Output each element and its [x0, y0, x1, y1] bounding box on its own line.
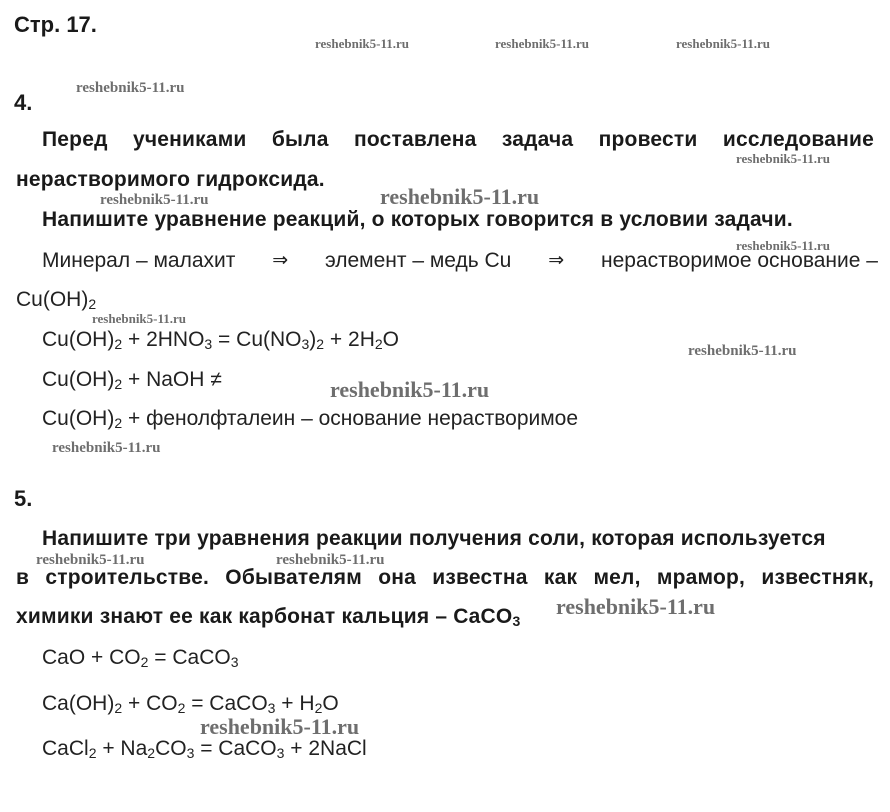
- page-label: Стр. 17.: [14, 12, 97, 37]
- task4-chain-line1: [42, 249, 878, 273]
- watermark: reshebnik5-11.ru: [495, 36, 590, 51]
- watermark: reshebnik5-11.ru: [36, 552, 145, 568]
- task5-text-line2: в строительстве. Обывателям она известна как мел, мрамор, известняк,: [16, 566, 874, 589]
- task5-equation-2: $Ca(OH)_2 + CO_2$ = CaCO$_3$ + $H_2O$: [42, 692, 339, 716]
- chain-element: элемент – медь Cu: [324, 249, 512, 272]
- watermark: reshebnik5-11.ru: [315, 36, 410, 51]
- watermark: reshebnik5-11.ru: [736, 151, 831, 166]
- watermark: reshebnik5-11.ru: [556, 594, 716, 619]
- task5-equation-1: CaO + $CO_2$ = CaCO$_3$: [42, 646, 239, 670]
- task5-text-line1: Напишите три уравнения реакции получения соли, которая используется: [42, 527, 826, 550]
- watermark: reshebnik5-11.ru: [276, 552, 385, 568]
- watermark: reshebnik5-11.ru: [52, 440, 161, 456]
- watermark: reshebnik5-11.ru: [92, 311, 187, 326]
- chain-base: нерастворимое основание –: [600, 249, 878, 272]
- task4-chain-line2: $Cu(OH)_2$: [16, 288, 97, 312]
- watermark: reshebnik5-11.ru: [200, 714, 360, 739]
- implies-arrow-icon: ⇒: [272, 250, 289, 271]
- watermark: reshebnik5-11.ru: [330, 377, 490, 402]
- watermark: reshebnik5-11.ru: [688, 343, 797, 359]
- task4-equation-1: $Cu(OH)_2 + 2HNO_3 = Cu(NO_3)_2 + 2H_2O$: [42, 328, 400, 352]
- task4-instruction: Напишите уравнение реакций, о которых говорится в условии задачи.: [42, 208, 793, 231]
- task5-number: 5.: [14, 486, 33, 511]
- task4-text-line1: Перед учениками была поставлена задача провести исследование: [42, 128, 874, 151]
- task5-equation-3: CaCl$_2$ + $Na_2CO_3$ = CaCO$_3$ + 2NaCl: [42, 737, 367, 761]
- watermark: reshebnik5-11.ru: [76, 80, 185, 96]
- task4-text-line2: нерастворимого гидроксида.: [16, 168, 325, 191]
- task4-equation-2: $Cu(OH)_2$ + NaOH ≠: [42, 368, 222, 392]
- task4-number: 4.: [14, 90, 33, 115]
- watermark: reshebnik5-11.ru: [100, 192, 209, 208]
- watermark: reshebnik5-11.ru: [676, 36, 771, 51]
- task4-equation-3: $Cu(OH)_2$ + фенолфталеин – основание нерастворимое: [42, 407, 579, 431]
- watermark: reshebnik5-11.ru: [380, 184, 540, 209]
- watermark: reshebnik5-11.ru: [736, 238, 831, 253]
- chain-mineral: Минерал – малахит: [42, 249, 236, 272]
- task5-text-line3: химики знают ее как карбонат кальция – CaCO$_3$: [16, 605, 521, 629]
- implies-arrow-icon: ⇒: [548, 250, 565, 271]
